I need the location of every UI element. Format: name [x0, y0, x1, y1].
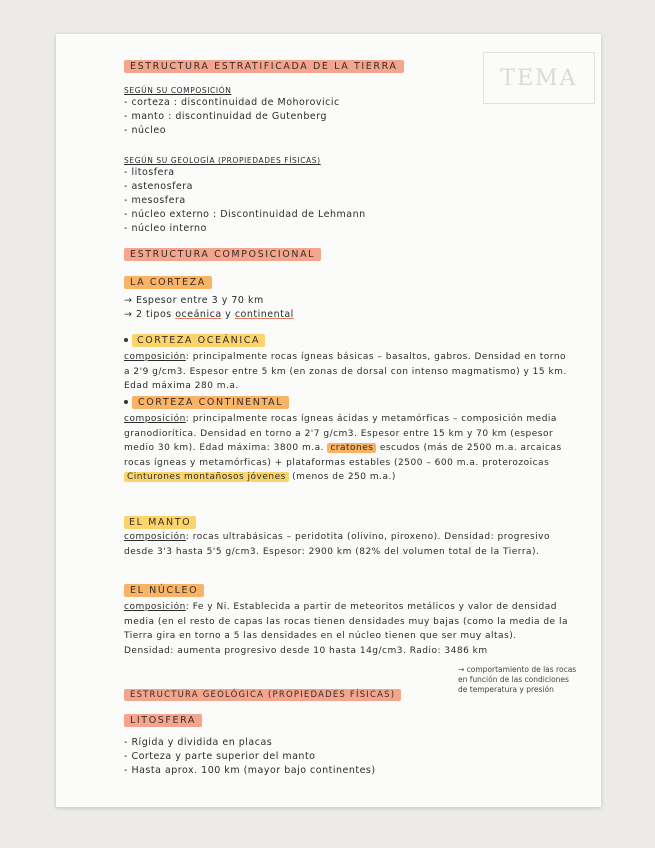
heading-el-manto: EL MANTO — [124, 516, 196, 530]
title-estructura-composicional: ESTRUCTURA COMPOSICIONAL — [124, 248, 321, 262]
bullet-icon — [124, 400, 128, 404]
title-estructura-geologica: ESTRUCTURA GEOLÓGICA (PROPIEDADES FÍSICAS) — [124, 688, 401, 702]
corteza-espesor: → Espesor entre 3 y 70 km — [124, 295, 264, 306]
corteza-tipos: → 2 tipos oceánica y continental — [124, 309, 294, 320]
list-item: - Rígida y dividida en placas — [124, 737, 273, 748]
list-item: - núcleo interno — [124, 223, 207, 234]
list-item: - manto : discontinuidad de Gutenberg — [124, 111, 327, 122]
list-item: - astenosfera — [124, 181, 193, 192]
list-item: - corteza : discontinuidad de Mohorovicic — [124, 97, 340, 108]
notebook-page — [56, 34, 601, 807]
list-item: - Corteza y parte superior del manto — [124, 751, 316, 762]
paragraph-corteza-continental: composición: principalmente rocas ígneas ácidas y metamórficas – composición media granodiorítica. Densidad en torno a 2'7 g/cm3. Espesor entre 15 km y 70 km (espesor medio 30 km). Edad máxima: 3800 m.a. cratones escudos (más de 2500 m.a. arcaicas rocas ígneas y metamórficas) + plataformas estables (2500 – 600 m.a. proterozoicas Cinturones montañosos jóvenes (menos de 250 m.a.) — [124, 414, 562, 482]
heading-litosfera: LITOSFERA — [124, 714, 202, 728]
heading-corteza-continental: CORTEZA CONTINENTAL — [124, 396, 289, 410]
list-item: - núcleo externo : Discontinuidad de Lehmann — [124, 209, 366, 220]
list-item: - Hasta aprox. 100 km (mayor bajo continentes) — [124, 765, 376, 776]
paragraph-corteza-oceanica: composición: principalmente rocas ígneas básicas – basaltos, gabros. Densidad en torno a 2'9 g/cm3. Espesor entre 5 km (en zonas de dorsal con intenso magmatismo) y 15 km. Edad máxima 280 m.a. — [124, 352, 567, 391]
heading-corteza-oceanica: CORTEZA OCEÁNICA — [124, 334, 265, 348]
paragraph-el-nucleo: composición: Fe y Ni. Establecida a partir de meteoritos metálicos y valor de densidad media (en el resto de capas las rocas tienen densidades muy bajas (como la media de la Tierra gira en torno a 5 las densidades en el núcleo tienen que ser muy altas). Densidad: aumenta progresivo desde 10 hasta 14g/cm3. Radio: 3486 km — [124, 602, 568, 656]
bullet-icon — [124, 338, 128, 342]
show-through-heading: TEMA — [483, 52, 595, 104]
heading-la-corteza: LA CORTEZA — [124, 276, 212, 290]
side-note-comportamiento: → comportamiento de las rocas en función de las condiciones de temperatura y presión — [458, 665, 577, 694]
list-item: - litosfera — [124, 167, 175, 178]
paragraph-el-manto: composición: rocas ultrabásicas – peridotita (olivino, piroxeno). Densidad: progresivo desde 3'3 hasta 5'5 g/cm3. Espesor: 2900 km (82% del volumen total de la Tierra). — [124, 532, 550, 557]
heading-el-nucleo: EL NÚCLEO — [124, 584, 204, 598]
title-estructura-estratificada: ESTRUCTURA ESTRATIFICADA DE LA TIERRA — [124, 60, 404, 74]
heading-segun-composicion: SEGÚN SU COMPOSICIÓN — [124, 86, 232, 95]
heading-segun-geologia: SEGÚN SU GEOLOGÍA (PROPIEDADES FÍSICAS) — [124, 156, 321, 165]
list-item: - mesosfera — [124, 195, 186, 206]
list-item: - núcleo — [124, 125, 167, 136]
